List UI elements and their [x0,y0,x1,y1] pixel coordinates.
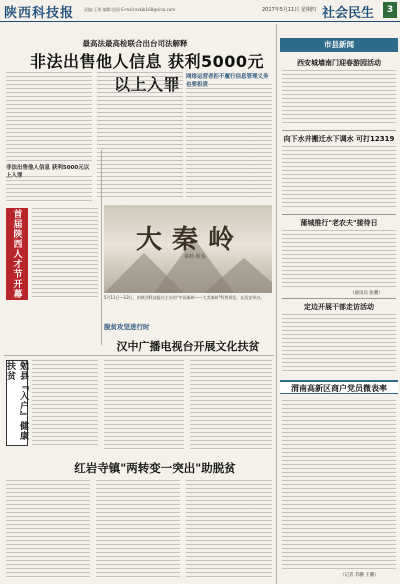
right-title-1: 西安城墙南门迎春游园活动 [297,59,381,67]
article-body [6,72,92,162]
byline: （通讯员 张鹏） [350,291,383,296]
poverty-label: 脱贫攻坚进行时 [104,323,150,331]
section-divider [4,355,274,356]
issue-date: 2017年5月11日 星期四 [262,7,316,13]
health-poverty-box: 勉县『入户』健康扶贫 [6,360,28,446]
right-title-4: 定边开展干部走访活动 [304,303,374,311]
article-body [186,480,272,580]
main-headline: 非法出售他人信息 获利5000元以上入罪 [29,52,265,94]
article-body [104,360,184,452]
main-kicker: 最高法最高检联合出台司法解释 [82,39,188,48]
promo-title: 大秦岭 [136,225,245,255]
article-body [32,208,98,300]
article-body [186,84,272,200]
article-body [282,146,396,210]
article-body [6,176,92,202]
masthead-info: 责编:王琪 编辑:祖丽 E-mail:sxkjb168@sina.com [84,7,176,12]
promo-image [104,205,272,293]
article-subhead: 网络运营者拒不履行信息管理义务也要担责 [186,74,269,88]
byline: （记者 苏鹏 王鹏） [340,573,379,578]
article-body [190,360,272,452]
poverty-headline: 汉中广播电视台开展文化扶贫 [116,340,260,353]
article-body [282,314,396,372]
promo-subtitle: 秦岭·新春 [184,254,206,260]
section-title: 社会民生 [322,6,375,21]
city-news-bar: 市县新闻 [280,38,398,52]
bottom-headline: 红岩寺镇"两转变一突出"助脱贫 [74,461,236,475]
right-title-2: 向下水井搬迁水下调水 可打12319 [283,135,395,143]
article-body [282,400,396,570]
masthead [0,0,400,22]
talent-festival-box: 首届陕西人才节开幕 [6,208,28,300]
article-body [282,230,396,288]
page-number: 3 [383,2,397,18]
article-body [32,360,98,446]
column-divider [276,24,277,584]
article-body [96,480,180,580]
promo-caption: 5月11日—13日，由陕西科技报社主办的"中国秦岭——大美秦岭"科普展览，在西安举办。 [104,295,265,300]
article-body [6,480,90,580]
article-body [97,72,183,200]
right-title-3: 蒲城推行"老农夫"接待日 [300,219,378,227]
article-body [282,70,396,126]
business-party-bar: 渭南高新区商户党员微表率 [280,380,398,394]
article-subhead: 非法出售他人信息 获利5000元以上入罪 [6,165,90,179]
paper-name: 陕西科技报 [4,6,75,21]
